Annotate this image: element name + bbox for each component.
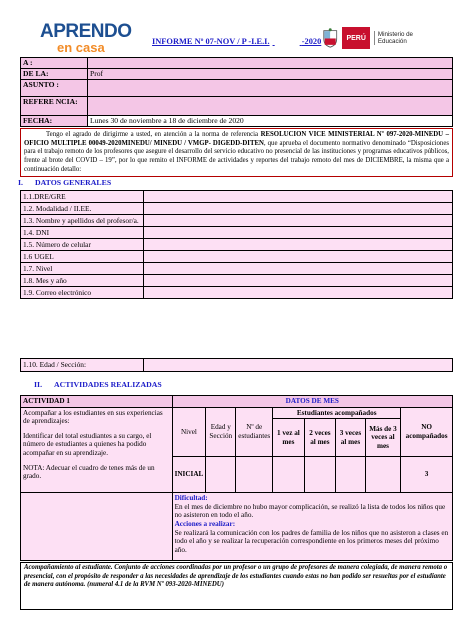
cell-three[interactable] xyxy=(336,457,366,493)
intro-text-2: , que aprueba el documento normativo denominado “Disposiciones para el trabajo remoto de los profesores que asegure el desarrollo del servicio educativo no presencial de las instituciones y programas educativos públicos, frente al brote del COVID – 19”, por lo que remito el INFORME de actividades y reportes del trabajo remoto del mes de DICIEMBRE, la misma que a continuación detallo: xyxy=(24,139,449,173)
info-value: Lunes 30 de noviembre a 18 de diciembre de 2020 xyxy=(88,116,453,127)
info-label: A : xyxy=(21,58,88,69)
table-row xyxy=(21,493,453,561)
table-row xyxy=(21,227,453,239)
info-table xyxy=(20,57,453,127)
table-row xyxy=(21,396,453,408)
col-more-month: Más de 3 veces al mes xyxy=(365,419,400,457)
table-row xyxy=(21,215,453,227)
table-row xyxy=(21,251,453,263)
cell-not-accompanied[interactable]: 3 xyxy=(401,457,453,493)
title-part-2: -2020 xyxy=(301,37,322,46)
actions-title: Acciones a realizar: xyxy=(174,519,236,528)
activity-title: ACTIVIDAD 1 xyxy=(21,396,173,408)
field-value[interactable] xyxy=(144,239,453,251)
field-label: 1.9. Correo electrónico xyxy=(21,287,144,299)
info-label: REFERE NCIA: xyxy=(21,97,88,116)
field-label: 1.6 UGEL xyxy=(21,251,144,263)
field-value[interactable] xyxy=(144,359,453,372)
field-label: 1.1.DRE/GRE xyxy=(21,191,144,203)
students-accompanied-title: Estudiantes acompañados xyxy=(273,407,401,419)
table-row xyxy=(21,203,453,215)
section-title: DATOS GENERALES xyxy=(34,178,112,187)
field-value[interactable] xyxy=(144,287,453,299)
table-row xyxy=(21,407,453,419)
peru-label: PERÚ xyxy=(342,27,369,49)
section-title: ACTIVIDADES REALIZADAS xyxy=(54,380,162,389)
field-value[interactable] xyxy=(144,191,453,203)
table-row xyxy=(21,239,453,251)
field-label: 1.4. DNI xyxy=(21,227,144,239)
table-row xyxy=(21,263,453,275)
info-value xyxy=(88,80,453,97)
cell-once[interactable] xyxy=(273,457,304,493)
field-value[interactable] xyxy=(144,275,453,287)
info-row xyxy=(21,116,453,127)
table-row xyxy=(21,359,453,372)
field-label: 1.7. Nivel xyxy=(21,263,144,275)
info-value: Prof xyxy=(88,69,453,80)
coat-of-arms-icon xyxy=(322,27,338,49)
general-data-table xyxy=(20,190,453,299)
cell-more[interactable] xyxy=(365,457,400,493)
document-title xyxy=(152,37,324,46)
col-not-accompanied: NO acompañados xyxy=(401,407,453,457)
section-number: II. xyxy=(34,380,43,389)
intro-paragraph xyxy=(20,128,453,177)
col-age-section: Edad y Sección xyxy=(206,407,236,457)
col-three-month: 3 veces al mes xyxy=(336,419,366,457)
info-label: FECHA: xyxy=(21,116,88,127)
month-data-title: DATOS DE MES xyxy=(172,396,452,408)
ministry-logo xyxy=(322,24,438,52)
intro-bold-reference: RESOLUCION VICE MINISTERIAL Nº 097-2020-MINEDU – OFICIO MULTIPLE 00049-2020MINEDU/ MINEDU / VMGP- DIGEDD-DITEN xyxy=(24,131,449,147)
table-row xyxy=(21,287,453,299)
field-label: 1.3. Nombre y apellidos del profesor/a. xyxy=(21,215,144,227)
activity-notes-left xyxy=(21,493,173,561)
title-part-1: INFORME Nº 07-NOV / P -I.E.I. xyxy=(152,37,270,46)
info-row xyxy=(21,69,453,80)
col-student-count: Nº de estudiantes xyxy=(236,407,273,457)
cell-twice[interactable] xyxy=(304,457,336,493)
logo-line2 xyxy=(57,41,120,54)
activities-table xyxy=(20,395,453,561)
age-section-table xyxy=(20,358,453,372)
col-twice-month: 2 veces al mes xyxy=(304,419,336,457)
aprendo-en-casa-logo xyxy=(40,21,132,55)
section-number: I. xyxy=(18,178,23,187)
row-level: INICIAL xyxy=(172,457,206,493)
field-label: 1.8. Mes y año xyxy=(21,275,144,287)
difficulty-text: En el mes de diciembre no hubo mayor complicación, se realizó la lista de todos los niños que no asisteron en todo el año. xyxy=(174,502,446,520)
activity-description xyxy=(21,407,173,493)
difficulty-title: Dificultad: xyxy=(174,494,208,503)
intro-text-1: Tengo el agrado de dirigirme a usted, en atención a la norma de referencia xyxy=(46,131,261,138)
field-label: 1.10. Edad / Sección: xyxy=(21,359,144,372)
field-value[interactable] xyxy=(144,203,453,215)
activity-desc-2: Identificar del total estudiantes a su cargo, el número de estudiantes a quienes ha podido acompañar en su aprendizaje. xyxy=(23,431,152,457)
logo-line2-text: en casa xyxy=(57,40,105,55)
footer-note: Acompañamiento al estudiante. Conjunto de acciones coordinadas por un profesor o un grupo de profesores de manera colegiada, de manera remota o presencial, con el propósito de responder a las necesidades de aprendizaje de los estudiantes cuando estas no han podido ser resueltas por el estudiante de manera autónoma. (numeral 4.1 de la RVM Nº 093-2020-MINEDU) xyxy=(20,562,453,610)
info-value xyxy=(88,97,453,116)
activity-desc-1: Acompañar a los estudiantes en sus experiencias de aprendizajes: xyxy=(23,408,163,426)
info-label: DE LA: xyxy=(21,69,88,80)
cell-count[interactable] xyxy=(236,457,273,493)
info-row xyxy=(21,97,453,116)
field-value[interactable] xyxy=(144,227,453,239)
col-level: Nivel xyxy=(172,407,206,457)
field-label: 1.2. Modalidad / II.EE. xyxy=(21,203,144,215)
difficulty-actions-cell xyxy=(172,493,452,561)
col-once-month: 1 vez al mes xyxy=(273,419,304,457)
actions-text: Se realizará la comunicación con los padres de familia de los niños que no asisteron a clases en todo el año y se realizar la recuperación correspondiente en los primeros meses del próximo año. xyxy=(174,528,449,554)
activity-desc-3: NOTA: Adecuar el cuadro de tenes más de un grado. xyxy=(23,463,155,481)
field-value[interactable] xyxy=(144,215,453,227)
info-value xyxy=(88,58,453,69)
info-row xyxy=(21,58,453,69)
cell-age[interactable] xyxy=(206,457,236,493)
section-1-heading xyxy=(18,178,111,187)
info-label: ASUNTO : xyxy=(21,80,88,97)
field-label: 1.5. Número de celular xyxy=(21,239,144,251)
section-2-heading xyxy=(34,380,162,389)
info-row xyxy=(21,80,453,97)
logo-line1: APRENDO xyxy=(40,21,132,42)
ministry-label: Ministerio de Educación xyxy=(374,31,438,45)
field-value[interactable] xyxy=(144,263,453,275)
table-row xyxy=(21,191,453,203)
field-value[interactable] xyxy=(144,251,453,263)
table-row xyxy=(21,275,453,287)
